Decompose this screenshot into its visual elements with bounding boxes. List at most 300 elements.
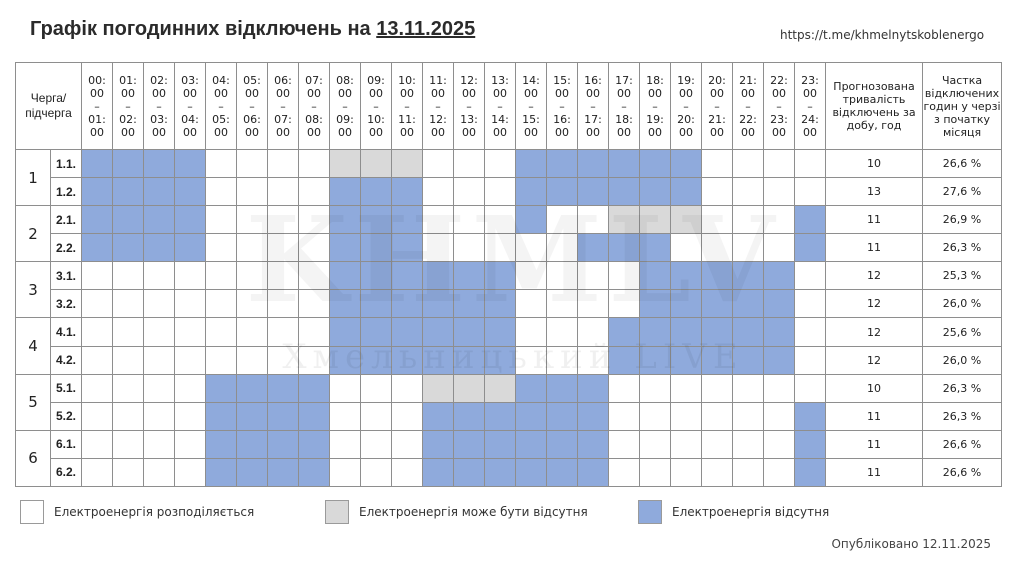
hour-cell: [330, 318, 361, 346]
hour-cell: [702, 318, 733, 346]
hour-cell: [268, 290, 299, 318]
hour-header: [392, 63, 423, 150]
hour-cell: [454, 150, 485, 178]
hour-cell: [609, 178, 640, 206]
hour-header: [299, 63, 330, 150]
hour-cell: [485, 458, 516, 486]
share-cell: 26,0 %: [923, 346, 1002, 374]
hour-cell: [330, 234, 361, 262]
hour-from: 08: 00: [336, 73, 354, 100]
hour-cell: [578, 206, 609, 234]
hour-dash: –: [94, 99, 100, 113]
share-cell: 25,3 %: [923, 262, 1002, 290]
hour-to: 05: 00: [212, 112, 230, 139]
hour-to: 20: 00: [677, 112, 695, 139]
hour-to: 19: 00: [646, 112, 664, 139]
hour-cell: [237, 290, 268, 318]
table-row: [16, 234, 1002, 262]
hour-cell: [702, 262, 733, 290]
duration-cell: 11: [826, 206, 923, 234]
table-row: [16, 262, 1002, 290]
duration-cell: 11: [826, 430, 923, 458]
hour-cell: [144, 178, 175, 206]
table-row: [16, 374, 1002, 402]
hour-cell: [578, 402, 609, 430]
hour-cell: [609, 262, 640, 290]
hour-cell: [330, 458, 361, 486]
hour-cell: [671, 150, 702, 178]
legend-item-on: [20, 500, 254, 524]
hour-to: 03: 00: [150, 112, 168, 139]
hour-cell: [764, 262, 795, 290]
hour-cell: [299, 318, 330, 346]
hour-cell: [609, 402, 640, 430]
hour-dash: –: [156, 99, 162, 113]
hour-cell: [578, 346, 609, 374]
hour-cell: [764, 290, 795, 318]
hour-cell: [392, 290, 423, 318]
title-prefix: Графік погодинних відключень на: [30, 18, 377, 40]
hour-cell: [795, 262, 826, 290]
hour-cell: [206, 150, 237, 178]
hour-cell: [485, 318, 516, 346]
hour-from: 23: 00: [801, 73, 819, 100]
hour-cell: [454, 458, 485, 486]
hour-cell: [175, 430, 206, 458]
hour-cell: [516, 150, 547, 178]
hour-cell: [454, 318, 485, 346]
hour-cell: [640, 430, 671, 458]
hour-from: 13: 00: [491, 73, 509, 100]
hour-header: [485, 63, 516, 150]
hour-to: 17: 00: [584, 112, 602, 139]
hour-cell: [268, 430, 299, 458]
duration-cell: 13: [826, 178, 923, 206]
hour-from: 19: 00: [677, 73, 695, 100]
hour-cell: [82, 178, 113, 206]
hour-cell: [733, 206, 764, 234]
hour-cell: [485, 178, 516, 206]
hour-cell: [206, 374, 237, 402]
hour-cell: [82, 346, 113, 374]
hour-cell: [299, 402, 330, 430]
hour-cell: [82, 290, 113, 318]
hour-cell: [144, 150, 175, 178]
hour-cell: [454, 430, 485, 458]
hour-to: 04: 00: [181, 112, 199, 139]
hour-cell: [113, 290, 144, 318]
hour-cell: [578, 374, 609, 402]
hour-cell: [299, 346, 330, 374]
hour-to: 22: 00: [739, 112, 757, 139]
channel-link[interactable]: https://t.me/khmelnytskoblenergo: [780, 28, 985, 42]
hour-cell: [454, 178, 485, 206]
hour-cell: [454, 290, 485, 318]
hour-to: 15: 00: [522, 112, 540, 139]
hour-dash: –: [559, 99, 565, 113]
hour-cell: [361, 458, 392, 486]
hour-dash: –: [621, 99, 627, 113]
hour-cell: [547, 318, 578, 346]
hour-cell: [640, 318, 671, 346]
hour-cell: [268, 206, 299, 234]
hour-cell: [392, 262, 423, 290]
hour-from: 15: 00: [553, 73, 571, 100]
hour-cell: [795, 430, 826, 458]
hour-cell: [547, 150, 578, 178]
hour-cell: [237, 234, 268, 262]
hour-cell: [516, 430, 547, 458]
hour-cell: [361, 234, 392, 262]
hour-cell: [764, 402, 795, 430]
hour-from: 04: 00: [212, 73, 230, 100]
group-label: 3: [16, 262, 51, 318]
hour-dash: –: [590, 99, 596, 113]
hour-dash: –: [187, 99, 193, 113]
group-label: 2: [16, 206, 51, 262]
hour-cell: [671, 402, 702, 430]
duration-cell: 11: [826, 458, 923, 486]
hour-cell: [392, 430, 423, 458]
subgroup-label: 1.1.: [51, 150, 82, 178]
hour-cell: [144, 374, 175, 402]
hour-cell: [237, 150, 268, 178]
hour-cell: [702, 346, 733, 374]
hour-cell: [361, 374, 392, 402]
hour-dash: –: [249, 99, 255, 113]
hour-cell: [330, 402, 361, 430]
hour-cell: [82, 402, 113, 430]
hour-cell: [361, 318, 392, 346]
hour-cell: [795, 150, 826, 178]
hour-cell: [237, 458, 268, 486]
hour-cell: [206, 458, 237, 486]
hour-cell: [547, 458, 578, 486]
hour-dash: –: [776, 99, 782, 113]
hour-cell: [392, 402, 423, 430]
hour-cell: [423, 318, 454, 346]
hour-cell: [299, 430, 330, 458]
table-row: [16, 150, 1002, 178]
hour-cell: [702, 234, 733, 262]
hour-from: 09: 00: [367, 73, 385, 100]
share-cell: 26,6 %: [923, 430, 1002, 458]
hour-header: [423, 63, 454, 150]
hour-cell: [82, 318, 113, 346]
duration-cell: 12: [826, 346, 923, 374]
hour-cell: [144, 262, 175, 290]
hour-cell: [578, 458, 609, 486]
hour-dash: –: [125, 99, 131, 113]
hour-dash: –: [807, 99, 813, 113]
subgroup-label: 6.2.: [51, 458, 82, 486]
hour-cell: [113, 402, 144, 430]
hour-dash: –: [528, 99, 534, 113]
hour-cell: [206, 318, 237, 346]
hour-cell: [237, 402, 268, 430]
hour-cell: [547, 290, 578, 318]
hour-cell: [547, 234, 578, 262]
share-cell: 26,3 %: [923, 374, 1002, 402]
hour-cell: [113, 262, 144, 290]
hour-cell: [702, 402, 733, 430]
hour-header: [764, 63, 795, 150]
duration-cell: 11: [826, 234, 923, 262]
hour-cell: [795, 206, 826, 234]
hour-to: 18: 00: [615, 112, 633, 139]
hour-from: 21: 00: [739, 73, 757, 100]
hour-cell: [392, 318, 423, 346]
hour-cell: [764, 458, 795, 486]
hour-from: 14: 00: [522, 73, 540, 100]
hour-cell: [82, 234, 113, 262]
hour-cell: [423, 262, 454, 290]
hour-cell: [795, 346, 826, 374]
hour-header: [144, 63, 175, 150]
hour-cell: [392, 150, 423, 178]
hour-cell: [485, 150, 516, 178]
hour-cell: [671, 178, 702, 206]
legend-item-maybe: [325, 500, 588, 524]
hour-cell: [485, 262, 516, 290]
hour-cell: [206, 262, 237, 290]
hour-cell: [547, 346, 578, 374]
hour-cell: [299, 234, 330, 262]
hour-cell: [671, 318, 702, 346]
hour-cell: [423, 150, 454, 178]
hour-cell: [423, 458, 454, 486]
hour-to: 16: 00: [553, 112, 571, 139]
hour-cell: [392, 346, 423, 374]
hour-header: [268, 63, 299, 150]
hour-cell: [330, 150, 361, 178]
hour-dash: –: [714, 99, 720, 113]
hour-cell: [113, 150, 144, 178]
hour-cell: [516, 178, 547, 206]
hour-cell: [144, 206, 175, 234]
hour-from: 10: 00: [398, 73, 416, 100]
hour-cell: [361, 346, 392, 374]
hour-cell: [547, 178, 578, 206]
hour-cell: [361, 150, 392, 178]
share-cell: 26,0 %: [923, 290, 1002, 318]
hour-cell: [299, 178, 330, 206]
hour-cell: [454, 206, 485, 234]
hour-dash: –: [311, 99, 317, 113]
hour-cell: [423, 402, 454, 430]
hour-to: 14: 00: [491, 112, 509, 139]
hour-cell: [702, 290, 733, 318]
hour-cell: [609, 458, 640, 486]
schedule-table: [15, 62, 1002, 487]
hour-to: 02: 00: [119, 112, 137, 139]
hour-cell: [299, 262, 330, 290]
hour-header: [516, 63, 547, 150]
hour-cell: [795, 458, 826, 486]
hour-header: [454, 63, 485, 150]
hour-cell: [299, 150, 330, 178]
hour-cell: [733, 150, 764, 178]
hour-cell: [671, 262, 702, 290]
share-cell: 26,6 %: [923, 458, 1002, 486]
hour-to: 06: 00: [243, 112, 261, 139]
hour-cell: [423, 374, 454, 402]
hour-cell: [764, 234, 795, 262]
hour-cell: [702, 150, 733, 178]
hour-cell: [485, 290, 516, 318]
hour-cell: [237, 262, 268, 290]
hour-to: 08: 00: [305, 112, 323, 139]
hour-cell: [609, 374, 640, 402]
hour-header: [578, 63, 609, 150]
hour-cell: [609, 206, 640, 234]
hour-header: [175, 63, 206, 150]
legend: [20, 500, 920, 528]
hour-cell: [423, 346, 454, 374]
hour-cell: [113, 458, 144, 486]
duration-header: Прогнозована тривалість відключень за добу, год: [826, 63, 923, 150]
hour-from: 20: 00: [708, 73, 726, 100]
hour-cell: [485, 430, 516, 458]
hour-cell: [795, 402, 826, 430]
hour-cell: [764, 206, 795, 234]
subgroup-label: 5.2.: [51, 402, 82, 430]
hour-cell: [671, 290, 702, 318]
duration-cell: 12: [826, 262, 923, 290]
hour-cell: [206, 290, 237, 318]
hour-to: 23: 00: [770, 112, 788, 139]
hour-cell: [144, 402, 175, 430]
hour-cell: [268, 262, 299, 290]
duration-cell: 12: [826, 290, 923, 318]
share-cell: 25,6 %: [923, 318, 1002, 346]
hour-from: 17: 00: [615, 73, 633, 100]
hour-cell: [671, 206, 702, 234]
hour-cell: [485, 206, 516, 234]
hour-cell: [392, 234, 423, 262]
hour-cell: [175, 206, 206, 234]
duration-cell: 12: [826, 318, 923, 346]
table-row: [16, 346, 1002, 374]
hour-cell: [113, 374, 144, 402]
hour-cell: [640, 178, 671, 206]
hour-cell: [82, 458, 113, 486]
hour-cell: [206, 206, 237, 234]
hour-cell: [733, 318, 764, 346]
hour-to: 11: 00: [398, 112, 416, 139]
hour-dash: –: [404, 99, 410, 113]
hour-cell: [330, 206, 361, 234]
share-cell: 27,6 %: [923, 178, 1002, 206]
hour-to: 01: 00: [88, 112, 106, 139]
hour-cell: [82, 374, 113, 402]
hour-cell: [392, 206, 423, 234]
hour-cell: [392, 178, 423, 206]
hour-cell: [609, 150, 640, 178]
hour-cell: [206, 178, 237, 206]
hour-cell: [175, 402, 206, 430]
hour-from: 18: 00: [646, 73, 664, 100]
hour-cell: [299, 374, 330, 402]
share-cell: 26,3 %: [923, 234, 1002, 262]
hour-cell: [423, 206, 454, 234]
hour-to: 13: 00: [460, 112, 478, 139]
hour-cell: [423, 430, 454, 458]
hour-cell: [113, 178, 144, 206]
hour-cell: [485, 374, 516, 402]
hour-cell: [702, 430, 733, 458]
hour-cell: [237, 206, 268, 234]
hour-to: 10: 00: [367, 112, 385, 139]
hour-cell: [175, 150, 206, 178]
hour-cell: [82, 206, 113, 234]
subgroup-label: 3.1.: [51, 262, 82, 290]
hour-cell: [268, 402, 299, 430]
hour-cell: [733, 402, 764, 430]
hour-cell: [640, 234, 671, 262]
group-label: 6: [16, 430, 51, 486]
hour-cell: [454, 234, 485, 262]
hour-from: 02: 00: [150, 73, 168, 100]
queue-header: Черга/ підчерга: [16, 63, 82, 150]
subgroup-label: 5.1.: [51, 374, 82, 402]
hour-cell: [795, 374, 826, 402]
subgroup-label: 6.1.: [51, 430, 82, 458]
hour-cell: [640, 458, 671, 486]
hour-cell: [361, 402, 392, 430]
group-label: 1: [16, 150, 51, 206]
hour-cell: [113, 234, 144, 262]
hour-cell: [795, 234, 826, 262]
hour-cell: [82, 262, 113, 290]
hour-cell: [764, 150, 795, 178]
hour-cell: [330, 374, 361, 402]
hour-cell: [206, 346, 237, 374]
hour-cell: [454, 262, 485, 290]
table-row: [16, 290, 1002, 318]
duration-cell: 10: [826, 150, 923, 178]
legend-item-off: [638, 500, 829, 524]
hour-cell: [640, 150, 671, 178]
hour-cell: [516, 458, 547, 486]
legend-swatch-on: [20, 500, 44, 524]
hour-dash: –: [683, 99, 689, 113]
hour-cell: [795, 178, 826, 206]
hour-header: [609, 63, 640, 150]
hour-cell: [733, 178, 764, 206]
hour-cell: [392, 458, 423, 486]
hour-cell: [516, 290, 547, 318]
legend-swatch-maybe: [325, 500, 349, 524]
hour-to: 09: 00: [336, 112, 354, 139]
hour-header: [733, 63, 764, 150]
hour-cell: [578, 262, 609, 290]
hour-from: 06: 00: [274, 73, 292, 100]
hour-cell: [578, 318, 609, 346]
hour-cell: [175, 346, 206, 374]
hour-cell: [82, 150, 113, 178]
hour-cell: [330, 178, 361, 206]
hour-cell: [454, 374, 485, 402]
hour-cell: [516, 234, 547, 262]
hour-cell: [795, 318, 826, 346]
hour-header: [795, 63, 826, 150]
hour-cell: [671, 374, 702, 402]
hour-cell: [609, 234, 640, 262]
hour-dash: –: [280, 99, 286, 113]
hour-cell: [516, 206, 547, 234]
hour-cell: [268, 346, 299, 374]
